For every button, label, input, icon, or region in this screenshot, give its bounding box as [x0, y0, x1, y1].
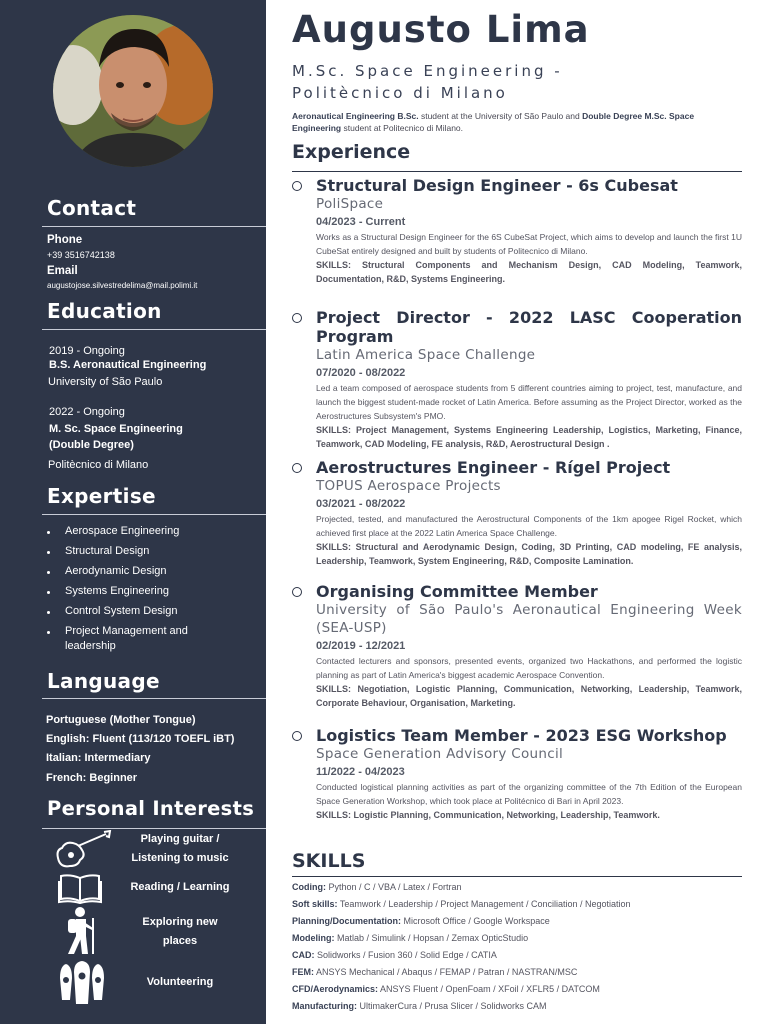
- experience-divider: [292, 171, 742, 172]
- job-dates: 11/2022 - 04/2023: [316, 766, 405, 778]
- phone-label: Phone: [47, 234, 83, 246]
- job-organization: Space Generation Advisory Council: [316, 746, 564, 762]
- intro-text: Aeronautical Engineering B.Sc. student at the University of São Paulo and Double Degree M.Sc. Space Engineering student at Politecnico di Milano.: [292, 111, 695, 133]
- raised-hands-icon: [56, 960, 108, 1006]
- timeline-bullet: [292, 181, 302, 191]
- interests-divider: [42, 828, 266, 829]
- job-skills: SKILLS: Negotiation, Logistic Planning, Communication, Networking, Leadership, Teamwork, Corporate Behaviour, Organisation, Marketing.: [316, 684, 742, 708]
- interest-label: Volunteering: [146, 976, 214, 988]
- sidebar: [0, 0, 266, 1024]
- job-title: Organising Committee Member: [316, 582, 598, 601]
- skill-row: Modeling: Matlab / Simulink / Hopsan / Zemax OpticStudio: [292, 933, 529, 943]
- expertise-list: [45, 524, 260, 654]
- education-date: 2019 - Ongoing: [49, 345, 125, 357]
- education-degree: B.S. Aeronautical Engineering: [49, 359, 207, 371]
- language-item: French: Beginner: [46, 772, 138, 784]
- skill-row: Manufacturing: UltimakerCura / Prusa Slicer / Solidworks CAM: [292, 1001, 547, 1011]
- language-item: Portuguese (Mother Tongue): [46, 714, 196, 726]
- interests-title: Personal Interests: [47, 797, 255, 820]
- job-skills: SKILLS: Structural Components and Mechanism Design, CAD Modeling, Teamwork, Documentation, R&D, Systems Engineering.: [316, 260, 742, 284]
- experience-entry: [292, 582, 742, 710]
- education-school: Politècnico di Milano: [48, 459, 149, 471]
- list-item: Structural Design: [45, 544, 260, 559]
- skill-row: CAD: Solidworks / Fusion 360 / Solid Edge / CATIA: [292, 950, 497, 960]
- language-item: Italian: Intermediary: [46, 752, 151, 764]
- experience-entry: [292, 726, 742, 822]
- education-date: 2022 - Ongoing: [49, 406, 125, 418]
- experience-entry: [292, 308, 742, 451]
- job-description: Led a team composed of aerospace students from 5 different countries aiming to project, test, manufacture, and launch the biggest student-made rocket of Latin America. Before assuming as the Project Director, worked as the Aerostructures Subsystem's PMO.: [316, 383, 742, 421]
- profile-photo: [53, 15, 213, 167]
- education-degree: M. Sc. Space Engineering (Double Degree): [49, 423, 183, 451]
- avatar: [53, 15, 213, 167]
- timeline-bullet: [292, 313, 302, 323]
- skills-title: SKILLS: [292, 850, 366, 872]
- job-dates: 07/2020 - 08/2022: [316, 367, 406, 379]
- job-skills: SKILLS: Project Management, Systems Engineering Leadership, Logistics, Marketing, Finance, Teamwork, CAD Modeling, FE analysis, R&D, Aerostructural Design .: [316, 425, 742, 449]
- job-organization: TOPUS Aerospace Projects: [316, 478, 501, 494]
- list-item: Project Management and leadership: [45, 624, 195, 654]
- list-item: Control System Design: [45, 604, 260, 619]
- job-title: Logistics Team Member - 2023 ESG Workshop: [316, 726, 727, 745]
- skill-row: FEM: ANSYS Mechanical / Abaqus / FEMAP / Patran / NASTRAN/MSC: [292, 967, 578, 977]
- skill-row: Soft skills: Teamwork / Leadership / Project Management / Conciliation / Negotiation: [292, 899, 631, 909]
- email-label: Email: [47, 265, 78, 277]
- skills-divider: [292, 876, 742, 877]
- job-dates: 04/2023 - Current: [316, 216, 406, 228]
- job-title: Project Director - 2022 LASC Cooperation Program: [316, 308, 742, 346]
- interest-label: Exploring new places: [142, 916, 218, 947]
- job-dates: 02/2019 - 12/2021: [316, 640, 406, 652]
- interest-label: Playing guitar / Listening to music: [131, 833, 229, 864]
- job-organization: University of São Paulo's Aeronautical Engineering Week (SEA-USP): [316, 602, 742, 636]
- job-dates: 03/2021 - 08/2022: [316, 498, 406, 510]
- experience-entry: [292, 458, 742, 568]
- job-description: Conducted logistical planning activities as part of the organizing committee of the 7th Edition of the European Space Generation Workshop, which took place at Politécnico di Bari in April 2023.: [316, 782, 742, 806]
- timeline-bullet: [292, 731, 302, 741]
- experience-entry: [292, 176, 742, 286]
- job-description: Contacted lecturers and sponsors, presented events, organized two Hackathons, and performed the logistic planning as part of Latin America's biggest academic Aerospace Convention.: [316, 656, 742, 680]
- expertise-title: Expertise: [47, 484, 156, 508]
- subtitle-line: M.Sc. Space Engineering -: [292, 62, 563, 80]
- job-skills: SKILLS: Logistic Planning, Communication, Networking, Leadership, Teamwork.: [316, 810, 660, 820]
- subtitle-line: Politècnico di Milano: [292, 84, 508, 102]
- book-icon: [58, 872, 102, 904]
- contact-title: Contact: [47, 196, 137, 220]
- phone-number[interactable]: +39 3516742138: [47, 250, 115, 260]
- guitar-icon: [54, 830, 112, 870]
- hiker-icon: [60, 906, 100, 956]
- job-organization: PoliSpace: [316, 196, 384, 212]
- interest-label: Reading / Learning: [130, 881, 230, 893]
- job-description: Works as a Structural Design Engineer for the 6S CubeSat Project, which aims to develop and launch the first 1U CubeSat entirely designed and built by students of Politecnico di Milano.: [316, 232, 742, 256]
- experience-title: Experience: [292, 141, 411, 163]
- language-item: English: Fluent (113/120 TOEFL iBT): [46, 733, 235, 745]
- skill-row: Planning/Documentation: Microsoft Office / Google Workspace: [292, 916, 550, 926]
- education-school: University of São Paulo: [48, 376, 163, 388]
- job-description: Projected, tested, and manufactured the Aerostructural Components of the 1km apogee Rigel Rocket, which achieved first place at the 2022 Latin America Space Challenge.: [316, 514, 742, 538]
- page-title: Augusto Lima: [292, 8, 590, 51]
- timeline-bullet: [292, 587, 302, 597]
- skill-row: Coding: Python / C / VBA / Latex / Fortran: [292, 882, 462, 892]
- list-item: Aerodynamic Design: [45, 564, 260, 579]
- job-title: Aerostructures Engineer - Rígel Project: [316, 458, 671, 477]
- skill-row: CFD/Aerodynamics: ANSYS Fluent / OpenFoam / XFoil / XFLR5 / DATCOM: [292, 984, 600, 994]
- education-title: Education: [47, 299, 162, 323]
- list-item: Systems Engineering: [45, 584, 260, 599]
- list-item: Aerospace Engineering: [45, 524, 260, 539]
- timeline-bullet: [292, 463, 302, 473]
- job-organization: Latin America Space Challenge: [316, 347, 536, 363]
- language-divider: [42, 698, 266, 699]
- email-address[interactable]: augustojose.silvestredelima@mail.polimi.it: [47, 281, 198, 290]
- contact-divider: [42, 226, 266, 227]
- expertise-divider: [42, 514, 266, 515]
- language-title: Language: [47, 669, 160, 693]
- job-skills: SKILLS: Structural and Aerodynamic Design, Coding, 3D Printing, CAD modeling, FE analysis, Leadership, Teamwork, System Engineering, R&D, Composite Lamination.: [316, 542, 742, 566]
- education-divider: [42, 329, 266, 330]
- job-title: Structural Design Engineer - 6s Cubesat: [316, 176, 678, 195]
